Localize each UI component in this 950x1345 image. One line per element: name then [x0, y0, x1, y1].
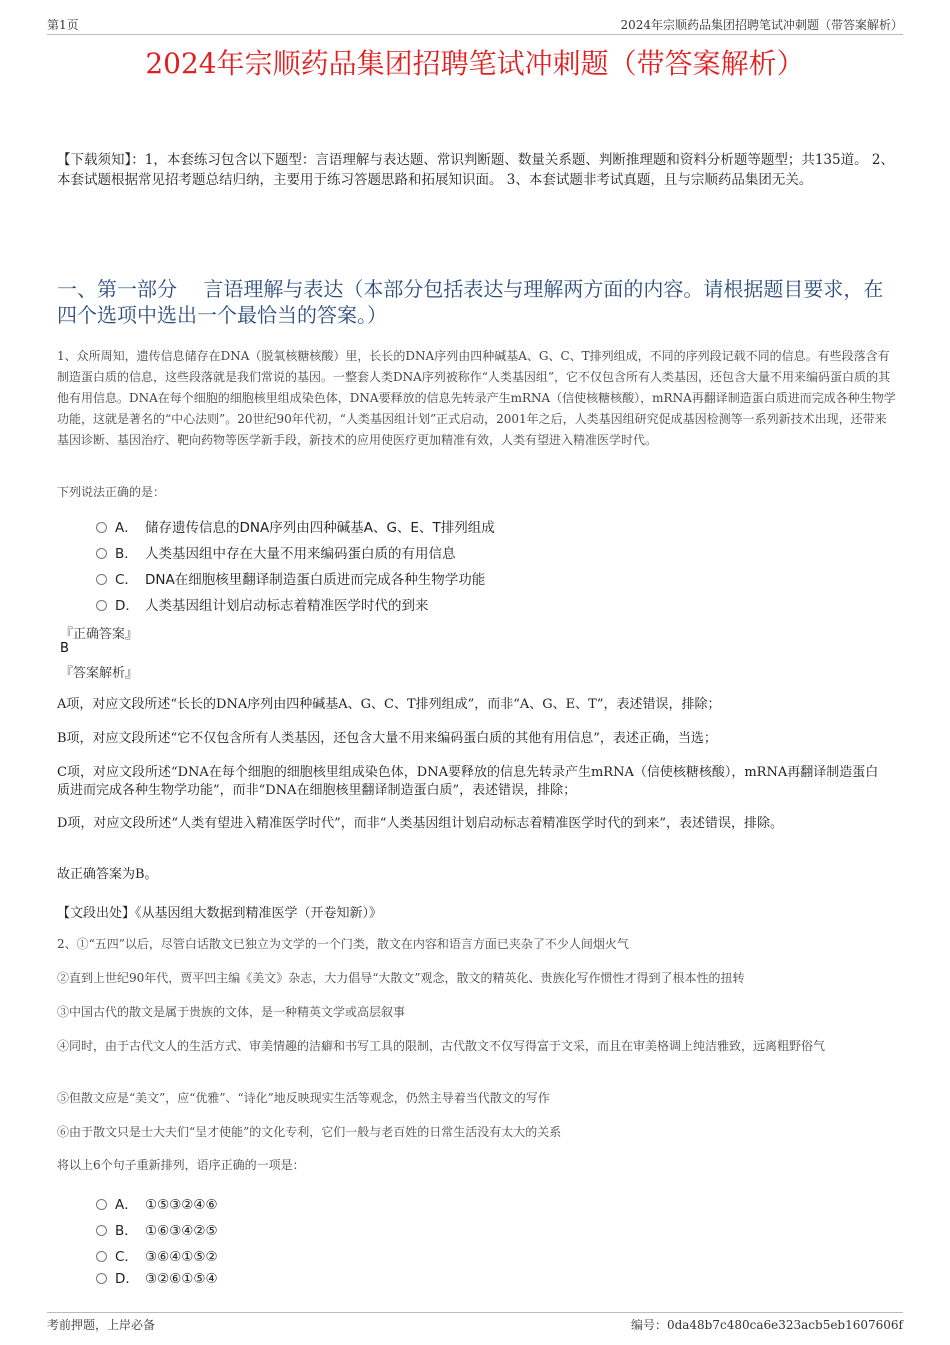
option-text: DNA在细胞核里翻译制造蛋白质进而完成各种生物学功能: [145, 572, 486, 588]
option-text: ①⑤③②④⑥: [145, 1197, 218, 1213]
analysis-d: D项，对应文段所述“人类有望进入精准医学时代”，而非“人类基因组计划启动标志着精准医学时代的到来”，表述错误，排除。: [57, 816, 784, 831]
radio-icon[interactable]: [96, 1225, 107, 1236]
radio-icon[interactable]: [96, 600, 107, 611]
q2-sentence-6: ⑥由于散文只是士大夫们“呈才使能”的文化专利，它们一般与老百姓的日常生活没有太大的关系: [57, 1125, 562, 1139]
option-text: ③②⑥①⑤④: [145, 1271, 218, 1287]
option-text: 人类基因组中存在大量不用来编码蛋白质的有用信息: [145, 546, 456, 562]
radio-icon[interactable]: [96, 522, 107, 533]
footer-doc-id: 编号：0da48b7c480ca6e323acb5eb1607606f: [630, 1318, 903, 1332]
option-letter: A．: [115, 520, 138, 536]
option-text: 人类基因组计划启动标志着精准医学时代的到来: [145, 598, 429, 614]
option-text: ③⑥④①⑤②: [145, 1249, 218, 1265]
q1-passage: 1、众所周知，遗传信息储存在DNA（脱氧核糖核酸）里，长长的DNA序列由四种碱基A、G、C、T排列组成，不同的序列段记载不同的信息。有些段落含有制造蛋白质的信息，这些段落就是我们常说的基因。一整套人类DNA序列被称作“人类基因组”，它不仅包含所有人类基因，还包含大量不用来编码蛋白质的其他有用信息。DNA在每个细胞的细胞核里组成染色体，DNA要释放的信息先转录产生mRNA（信使核糖核酸），mRNA再翻译制造蛋白质进而完成各种生物学功能，这就是著名的“中心法则”。20世纪90年代初，“人类基因组计划”正式启动，2001年之后，人类基因组研究促成基因检测等一系列新技术出现，还带来基因诊断、基因治疗、靶向药物等医学新手段，新技术的应用使医疗更加精准有效，人类有望进入精准医学时代。: [57, 349, 896, 447]
radio-icon[interactable]: [96, 574, 107, 585]
option-letter: B．: [115, 546, 138, 562]
q1-option-d[interactable]: [96, 594, 429, 614]
q1-prompt: 下列说法正确的是：: [57, 485, 166, 499]
q2-sentence-3: ③中国古代的散文是属于贵族的文体，是一种精英文学或高层叙事: [57, 1005, 406, 1019]
q2-prompt: 将以上6个句子重新排列，语序正确的一项是：: [57, 1158, 305, 1172]
option-letter: C．: [115, 1249, 138, 1265]
q2-option-b[interactable]: [96, 1219, 218, 1239]
radio-icon[interactable]: [96, 1273, 107, 1284]
q2-option-a[interactable]: [96, 1193, 218, 1213]
q1-option-c[interactable]: [96, 568, 485, 588]
page-footer: [47, 1312, 903, 1333]
option-letter: A．: [115, 1197, 138, 1213]
q2-sentence-4: ④同时，由于古代文人的生活方式、审美情趣的洁癖和书写工具的限制，古代散文不仅写得富于文采，而且在审美格调上纯洁雅致，远离粗野俗气: [57, 1039, 826, 1053]
q2-sentence-1: 2、①“五四”以后，尽管白话散文已独立为文学的一个门类，散文在内容和语言方面已夹杂了不少人间烟火气: [57, 937, 629, 951]
header-doc-title: 2024年宗顺药品集团招聘笔试冲刺题（带答案解析）: [620, 18, 903, 32]
footer-slogan: 考前押题，上岸必备: [47, 1318, 156, 1332]
analysis-label: 『答案解析』: [60, 666, 139, 681]
radio-icon[interactable]: [96, 1251, 107, 1262]
q1-option-b[interactable]: [96, 542, 456, 562]
radio-icon[interactable]: [96, 1199, 107, 1210]
download-notice: 【下载须知】：1，本套练习包含以下题型：言语理解与表达题、常识判断题、数量关系题、判断推理题和资料分析题等题型；共135道。 2、本套试题根据常见招考题总结归纳，主要用于练习答题思路和拓展知识面。 3、本套试题非考试真题，且与宗顺药品集团无关。: [57, 152, 894, 188]
answer-value: B: [60, 641, 69, 656]
page-number: 第1页: [47, 18, 79, 32]
option-letter: D．: [115, 598, 139, 614]
q2-option-d[interactable]: [96, 1267, 218, 1287]
q2-sentence-2: ②直到上世纪90年代，贾平凹主编《美文》杂志，大力倡导“大散文”观念，散文的精英化、贵族化写作惯性才得到了根本性的扭转: [57, 971, 745, 985]
page-header: [47, 14, 903, 35]
option-letter: D．: [115, 1271, 139, 1287]
q1-option-a[interactable]: [96, 516, 495, 536]
radio-icon[interactable]: [96, 548, 107, 559]
passage-source: 【文段出处】《从基因组大数据到精准医学（开卷知新）》: [57, 906, 383, 921]
q2-option-c[interactable]: [96, 1245, 218, 1265]
section-heading: 一、第一部分 言语理解与表达（本部分包括表达与理解两方面的内容。请根据题目要求，在四个选项中选出一个最恰当的答案。）: [57, 277, 884, 327]
document-title: 2024年宗顺药品集团招聘笔试冲刺题（带答案解析）: [145, 47, 805, 80]
answer-label: 『正确答案』: [60, 627, 139, 642]
analysis-c: C项，对应文段所述“DNA在每个细胞的细胞核里组成染色体，DNA要释放的信息先转录产生mRNA（信使核糖核酸），mRNA再翻译制造蛋白质进而完成各种生物学功能”，而非“DNA在细胞核里翻译制造蛋白质”，表述错误，排除；: [57, 765, 879, 798]
analysis-b: B项，对应文段所述“它不仅包含所有人类基因，还包含大量不用来编码蛋白质的其他有用信息”，表述正确，当选；: [57, 731, 717, 746]
option-letter: B．: [115, 1223, 138, 1239]
option-text: 储存遗传信息的DNA序列由四种碱基A、G、E、T排列组成: [145, 520, 495, 536]
analysis-a: A项，对应文段所述“长长的DNA序列由四种碱基A、G、C、T排列组成”，而非“A、G、E、T”，表述错误，排除；: [57, 697, 721, 712]
option-letter: C．: [115, 572, 138, 588]
q2-sentence-5: ⑤但散文应是“美文”，应“优雅”、“诗化”地反映现实生活等观念，仍然主导着当代散文的写作: [57, 1091, 550, 1105]
analysis-conclusion: 故正确答案为B。: [57, 867, 158, 882]
option-text: ①⑥③④②⑤: [145, 1223, 218, 1239]
